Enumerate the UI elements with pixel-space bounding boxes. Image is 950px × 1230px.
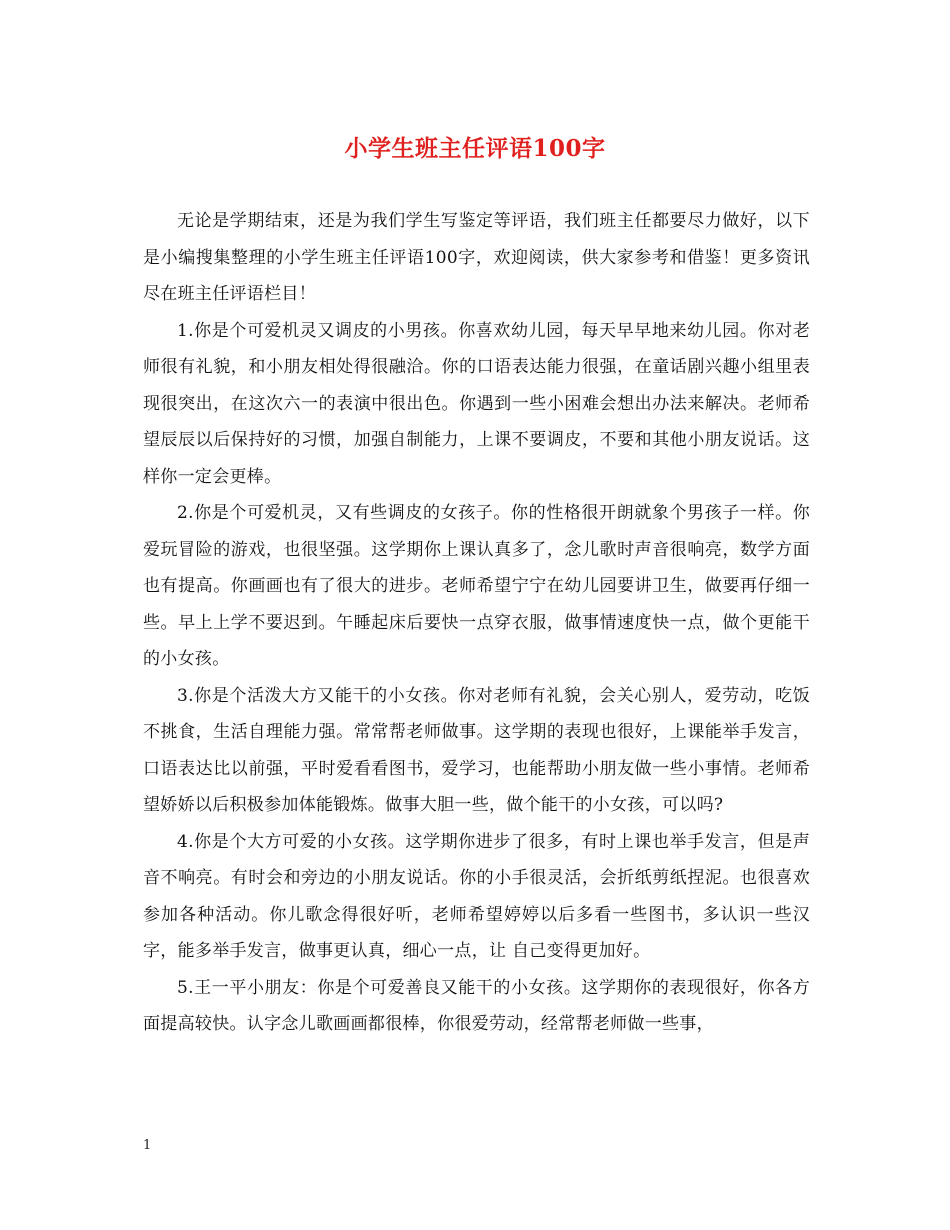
document-title: 小学生班主任评语100字 [344,135,606,162]
comment-paragraph-4: 4.你是个大方可爱的小女孩。这学期你进步了很多，有时上课也举手发言，但是声音不响亮。有时会和旁边的小朋友说话。你的小手很灵活，会折纸剪纸捏泥。也很喜欢参加各种活动。你儿歌念得很好听，老师希望婷婷以后多看一些图书，多认识一些汉字，能多举手发言，做事更认真，细心一点，让 自己变得更加好。 [143,831,810,961]
comment-paragraph-5: 5.王一平小朋友：你是个可爱善良又能干的小女孩。这学期你的表现很好，你各方面提高较快。认字念儿歌画画都很棒，你很爱劳动，经常帮老师做一些事， [143,977,810,1034]
document-body [143,203,810,1043]
comment-paragraph-3: 3.你是个活泼大方又能干的小女孩。你对老师有礼貌，会关心别人，爱劳动，吃饭不挑食，生活自理能力强。常常帮老师做事。这学期的表现也很好，上课能举手发言，口语表达比以前强，平时爱看看图书，爱学习，也能帮助小朋友做一些小事情。老师希望娇娇以后积极参加体能锻炼。做事大胆一些，做个能干的小女孩，可以吗? [143,685,810,815]
comment-paragraph-1: 1.你是个可爱机灵又调皮的小男孩。你喜欢幼儿园，每天早早地来幼儿园。你对老师很有礼貌，和小朋友相处得很融洽。你的口语表达能力很强，在童话剧兴趣小组里表现很突出，在这次六一的表演中很出色。你遇到一些小困难会想出办法来解决。老师希望辰辰以后保持好的习惯，加强自制能力，上课不要调皮，不要和其他小朋友说话。这样你一定会更棒。 [143,320,810,487]
page-number: 1 [143,1138,152,1153]
comment-paragraph-2: 2.你是个可爱机灵，又有些调皮的女孩子。你的性格很开朗就象个男孩子一样。你爱玩冒险的游戏，也很坚强。这学期你上课认真多了，念儿歌时声音很响亮，数学方面也有提高。你画画也有了很大的进步。老师希望宁宁在幼儿园要讲卫生，做要再仔细一些。早上上学不要迟到。午睡起床后要快一点穿衣服，做事情速度快一点，做个更能干的小女孩。 [143,503,810,669]
intro-paragraph: 无论是学期结束，还是为我们学生写鉴定等评语，我们班主任都要尽力做好，以下是小编搜集整理的小学生班主任评语100字，欢迎阅读，供大家参考和借鉴！更多资讯尽在班主任评语栏目！ [143,211,810,304]
